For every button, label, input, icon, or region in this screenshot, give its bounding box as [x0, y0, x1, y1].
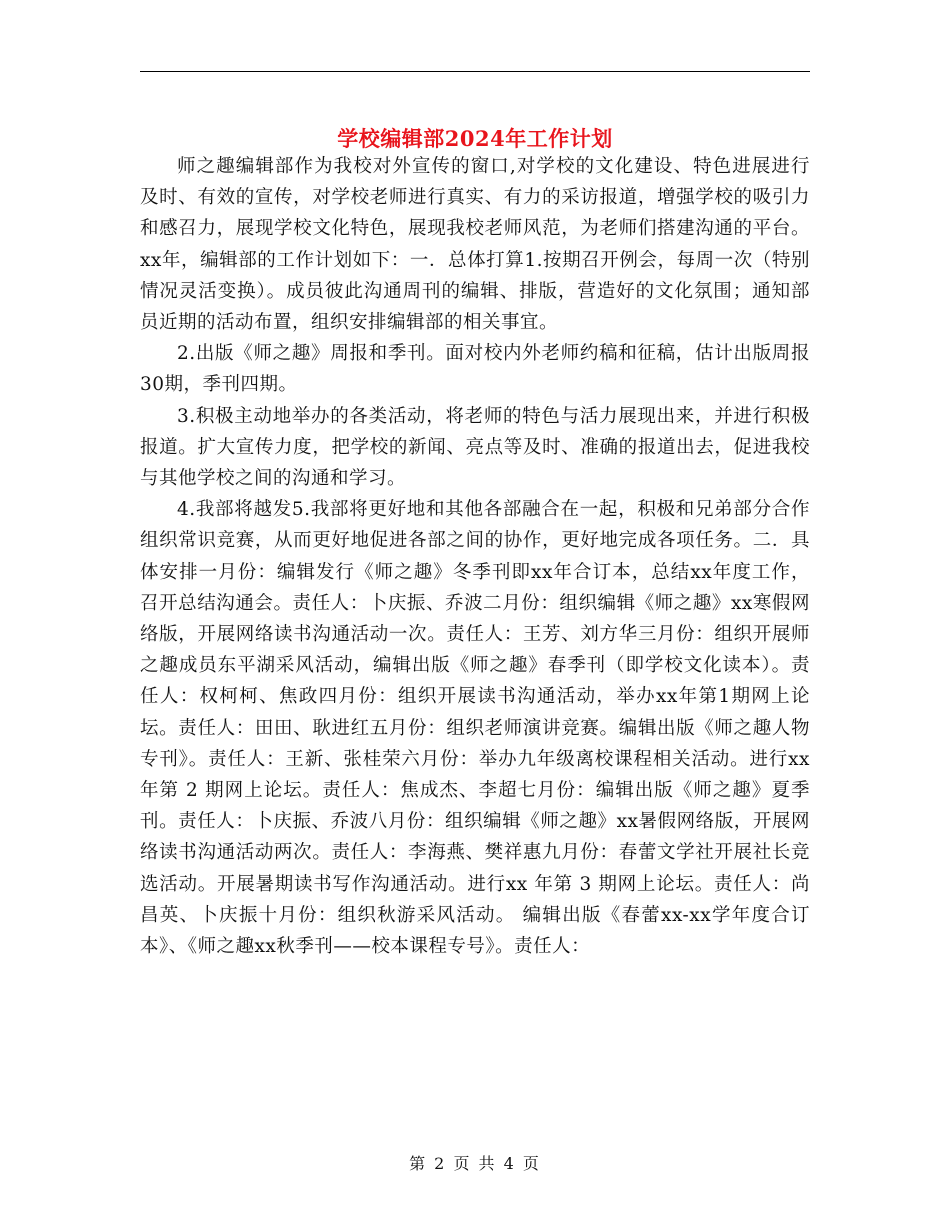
document-title: 学校编辑部2024年工作计划	[337, 126, 613, 152]
page-footer: 第 2 页 共 4 页	[409, 1154, 541, 1173]
paragraph-schedule: 4.我部将越发5.我部将更好地和其他各部融合在一起，积极和兄弟部分合作组织常识竞赛，从而更好地促进各部之间的协作，更好地完成各项任务。二．具体安排一月份：编辑发行《师之趣》冬季刊即xx年合订本，总结xx年度工作，召开总结沟通会。责任人：卜庆振、乔波二月份：组织编辑《师之趣》xx寒假网络版，开展网络读书沟通活动一次。责任人：王芳、刘方华三月份：组织开展师之趣成员东平湖采风活动，编辑出版《师之趣》春季刊（即学校文化读本）。责任人：权柯柯、焦政四月份：组织开展读书沟通活动，举办xx年第1期网上论坛。责任人：田田、耿进红五月份：组织老师演讲竞赛。编辑出版《师之趣人物专刊》。责任人：王新、张桂荣六月份：举办九年级离校课程相关活动。进行xx 年第 2 期网上论坛。责任人：焦成杰、李超七月份：编辑出版《师之趣》夏季刊。责任人：卜庆振、乔波八月份：组织编辑《师之趣》xx暑假网络版，开展网络读书沟通活动两次。责任人：李海燕、樊祥惠九月份：春蕾文学社开展社长竞选活动。开展暑期读书写作沟通活动。进行xx 年第 3 期网上论坛。责任人：尚昌英、卜庆振十月份：组织秋游采风活动。 编辑出版《春蕾xx-xx学年度合订本》、《师之趣xx秋季刊——校本课程专号》。责任人：	[140, 499, 810, 958]
document-body	[140, 151, 810, 962]
paragraph-overview: 师之趣编辑部作为我校对外宣传的窗口,对学校的文化建设、特色进展进行及时、有效的宣传，对学校老师进行真实、有力的采访报道，增强学校的吸引力和感召力，展现学校文化特色，展现我校老师风范，为老师们搭建沟通的平台。xx年，编辑部的工作计划如下：一．总体打算1.按期召开例会，每周一次（特别情况灵活变换）。成员彼此沟通周刊的编辑、排版，营造好的文化氛围；通知部员近期的活动布置，组织安排编辑部的相关事宜。	[140, 156, 810, 334]
paragraph-publication: 2.出版《师之趣》周报和季刊。面对校内外老师约稿和征稿，估计出版周报30期，季刊四期。	[140, 343, 810, 396]
header-rule	[140, 71, 810, 72]
paragraph-activities: 3.积极主动地举办的各类活动，将老师的特色与活力展现出来，并进行积极报道。扩大宣传力度，把学校的新闻、亮点等及时、准确的报道出去，促进我校与其他学校之间的沟通和学习。	[140, 405, 810, 490]
